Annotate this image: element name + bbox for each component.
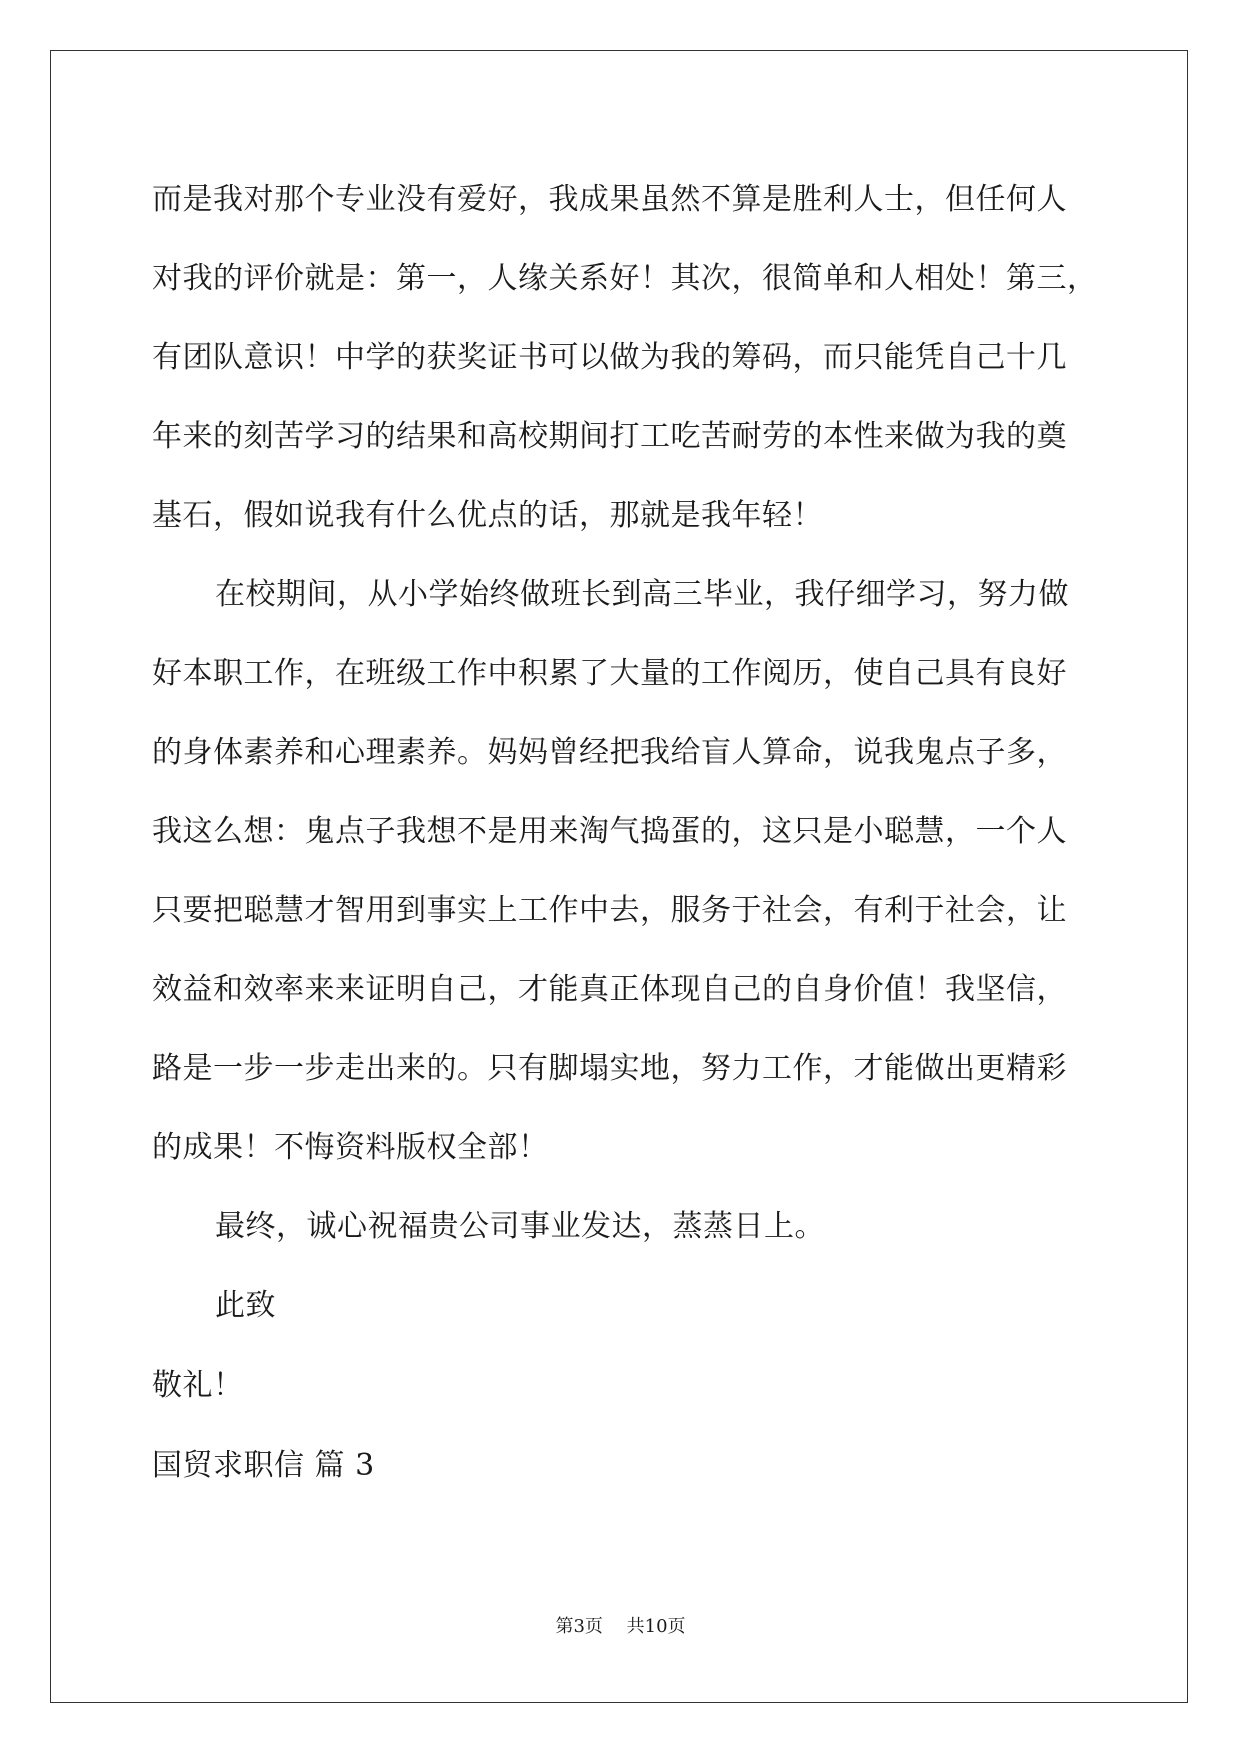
- text-line: 而是我对那个专业没有爱好，我成果虽然不算是胜利人士，但任何人: [152, 182, 1067, 217]
- closing-wish: 最终，诚心祝福贵公司事业发达，蒸蒸日上。: [215, 1209, 825, 1244]
- section-title: 国贸求职信 篇 3: [152, 1448, 375, 1483]
- paragraph-1: [152, 160, 1102, 555]
- salutation-regards: 敬礼！: [152, 1368, 244, 1403]
- text-line: 好本职工作，在班级工作中积累了大量的工作阅历，使自己具有良好: [152, 656, 1067, 691]
- salutation-respectfully: 此致: [215, 1288, 276, 1323]
- paragraph-2: [152, 555, 1102, 1187]
- text-line: 我这么想：鬼点子我想不是用来淘气捣蛋的，这只是小聪慧，一个人: [152, 814, 1067, 849]
- text-line: 的身体素养和心理素养。妈妈曾经把我给盲人算命，说我鬼点子多，: [152, 735, 1067, 770]
- text-line: 基石，假如说我有什么优点的话，那就是我年轻！: [152, 498, 823, 533]
- page-number-total: 共10页: [626, 1616, 686, 1637]
- text-line: 在校期间，从小学始终做班长到高三毕业，我仔细学习，努力做: [215, 577, 1069, 612]
- text-line: 效益和效率来来证明自己，才能真正体现自己的自身价值！我坚信，: [152, 972, 1067, 1007]
- text-line: 路是一步一步走出来的。只有脚塌实地，努力工作，才能做出更精彩: [152, 1051, 1067, 1086]
- document-body: [152, 160, 1102, 1506]
- text-line: 有团队意识！中学的获奖证书可以做为我的筹码，而只能凭自己十几: [152, 340, 1067, 375]
- text-line: 的成果！不悔资料版权全部！: [152, 1130, 549, 1165]
- text-line: 对我的评价就是：第一，人缘关系好！其次，很简单和人相处！第三，: [152, 261, 1098, 296]
- text-line: 只要把聪慧才智用到事实上工作中去，服务于社会，有利于社会，让: [152, 893, 1067, 928]
- page-number-current: 第3页: [555, 1616, 603, 1637]
- page-footer: [0, 1612, 1241, 1638]
- text-line: 年来的刻苦学习的结果和高校期间打工吃苦耐劳的本性来做为我的奠: [152, 419, 1067, 454]
